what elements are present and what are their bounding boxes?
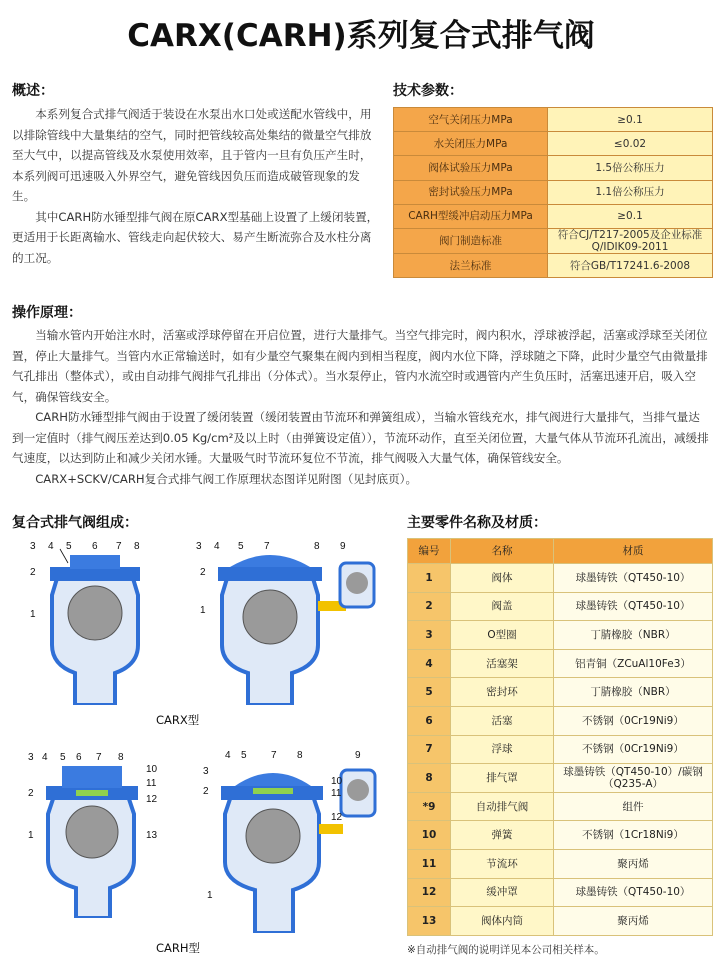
label: 10 [146,764,158,775]
part-name: 节流环 [451,849,554,878]
principle-paragraph: CARX+SCKV/CARH复合式排气阀工作原理状态图详见附图（见封底页）。 [35,471,418,486]
label: 8 [314,541,320,552]
overview-text [12,104,380,268]
label: 8 [118,752,124,763]
part-material: 铝青铜（ZCuAl10Fe3） [554,649,713,678]
tech-param-value: ≤0.02 [548,132,713,156]
overview-paragraph: 本系列复合式排气阀适于装设在水泵出水口处或送配水管线中，用以排除管线中大量集结的空气，同时把管线较高处集结的微量空气排放至大气中，以提高管线及水泵使用效率，且于管内一旦有负压产生时，本系列阀可迅速吸入外界空气，避免管线因负压而造成破管现象的发生。 [12,107,372,203]
parts-row [408,592,713,621]
label: 11 [146,778,157,789]
carh-integral-diagram [20,748,170,918]
parts-row [408,878,713,907]
part-material: 组件 [554,792,713,821]
tech-row [394,132,713,156]
principle-heading: 操作原理： [12,305,82,321]
label: 7 [96,752,102,763]
carx-integral-diagram [20,535,170,705]
part-number: 5 [408,678,451,707]
tech-row [394,180,713,204]
label: 1 [28,830,34,841]
label: 1 [207,890,213,901]
label: 4 [48,541,54,552]
part-number: 10 [408,821,451,850]
label: 2 [203,786,209,797]
parts-header-row [408,539,713,564]
part-name: 阀盖 [451,592,554,621]
part-name: 阀体内筒 [451,907,554,936]
label: 7 [116,541,122,552]
part-material: 丁腈橡胶（NBR） [554,621,713,650]
carx-caption: CARX型 [156,713,200,727]
tech-param-name: CARH型缓冲启动压力MPa [394,204,548,228]
col-header: 材质 [554,539,713,564]
part-name: 缓冲罩 [451,878,554,907]
parts-row [408,678,713,707]
parts-row [408,706,713,735]
part-number: *9 [408,792,451,821]
part-number: 2 [408,592,451,621]
tech-param-name: 阀体试验压力MPa [394,156,548,180]
carx-split-diagram [190,535,390,705]
label: 12 [146,794,158,805]
parts-row [408,907,713,936]
col-header: 编号 [408,539,451,564]
label: 2 [28,788,34,799]
part-name: 浮球 [451,735,554,764]
tech-heading: 技术参数： [393,83,463,99]
label: 5 [241,750,247,761]
tech-row [394,108,713,132]
tech-param-name: 法兰标准 [394,253,548,277]
parts-row [408,792,713,821]
part-name: 阀体 [451,564,554,593]
part-name: 排气罩 [451,764,554,793]
tech-param-value: ≥0.1 [548,204,713,228]
tech-param-name: 阀门制造标准 [394,228,548,253]
principle-paragraph: 当输水管内开始注水时，活塞或浮球停留在开启位置，进行大量排气。当空气排完时，阀内积水，浮球被浮起，活塞或浮球至关闭位置，停止大量排气。当管内水正常输送时，如有少量空气聚集在阀内到相当程度，阀内水位下降，浮球随之下降，此时少量空气由微量排气孔排出（整体式），或由自动排气阀排气孔排出（分体式）。当水泵停止，管内水流空时或遇管内产生负压时，活塞迅速开启，吸入空气，确保管线安全。 [12,328,708,404]
label: 2 [30,567,36,578]
label: 5 [60,752,66,763]
label: 12 [331,812,343,823]
label: 2 [200,567,206,578]
parts-heading: 主要零件名称及材质： [407,515,547,531]
label: 11 [331,788,342,799]
part-material: 不锈钢（1Cr18Ni9） [554,821,713,850]
label: 10 [331,776,343,787]
parts-row [408,821,713,850]
tech-param-value: 1.5倍公称压力 [548,156,713,180]
tech-param-value: 符合CJ/T217-2005及企业标准Q/IDIK09-2011 [548,228,713,253]
part-material: 球墨铸铁（QT450-10）/碳钢（Q235-A） [554,764,713,793]
parts-row [408,735,713,764]
parts-row [408,764,713,793]
part-number: 8 [408,764,451,793]
label: 4 [225,750,231,761]
principle-text [12,325,710,489]
tech-row [394,156,713,180]
col-header: 名称 [451,539,554,564]
part-material: 聚丙烯 [554,907,713,936]
tech-param-name: 水关闭压力MPa [394,132,548,156]
label: 3 [196,541,202,552]
part-name: 弹簧 [451,821,554,850]
tech-row [394,204,713,228]
label: 6 [76,752,82,763]
part-material: 不锈钢（0Cr19Ni9） [554,735,713,764]
label: 4 [42,752,48,763]
label: 3 [203,766,209,777]
label: 8 [297,750,303,761]
part-material: 丁腈橡胶（NBR） [554,678,713,707]
part-number: 12 [408,878,451,907]
tech-param-name: 密封试验压力MPa [394,180,548,204]
label: 3 [28,752,34,763]
label: 9 [340,541,346,552]
parts-row [408,849,713,878]
label: 4 [214,541,220,552]
label: 5 [66,541,72,552]
tech-param-value: 1.1倍公称压力 [548,180,713,204]
part-material: 球墨铸铁（QT450-10） [554,878,713,907]
part-number: 7 [408,735,451,764]
label: 1 [30,609,36,620]
part-material: 球墨铸铁（QT450-10） [554,592,713,621]
part-number: 11 [408,849,451,878]
part-material: 球墨铸铁（QT450-10） [554,564,713,593]
label: 5 [238,541,244,552]
label: 7 [264,541,270,552]
overview-heading: 概述： [12,83,54,99]
tech-row [394,253,713,277]
composition-heading: 复合式排气阀组成： [12,515,138,531]
parts-row [408,649,713,678]
carh-split-diagram [195,748,390,933]
part-name: 自动排气阀 [451,792,554,821]
part-number: 1 [408,564,451,593]
label: 3 [30,541,36,552]
part-material: 不锈钢（0Cr19Ni9） [554,706,713,735]
part-number: 6 [408,706,451,735]
label: 6 [92,541,98,552]
part-number: 3 [408,621,451,650]
part-number: 4 [408,649,451,678]
carh-caption: CARH型 [156,941,201,955]
page-title: CARX(CARH)系列复合式排气阀 [127,18,595,54]
part-material: 聚丙烯 [554,849,713,878]
tech-param-value: 符合GB/T17241.6-2008 [548,253,713,277]
part-name: 活塞架 [451,649,554,678]
parts-row [408,621,713,650]
parts-note: ※自动排气阀的说明详见本公司相关样本。 [407,944,605,956]
label: 13 [146,830,158,841]
tech-param-name: 空气关闭压力MPa [394,108,548,132]
parts-row [408,564,713,593]
overview-paragraph: 其中CARH防水锤型排气阀在原CARX型基础上设置了上缓闭装置，更适用于长距离输水、管线走向起伏较大、易产生断流弥合及水柱分离的工况。 [12,209,379,265]
tech-params-table [393,107,713,278]
part-name: 密封环 [451,678,554,707]
part-name: O型圈 [451,621,554,650]
principle-paragraph: CARH防水锤型排气阀由于设置了缓闭装置（缓闭装置由节流环和弹簧组成），当输水管线充水，排气阀进行大量排气，当排气量达到一定值时（排气阀压差达到0.05 Kg/cm²及以上时（由弹簧设定值）），节流环动作，直至关闭位置，大量气体从节流环孔流出，减缓排气速度，以达到防止和减少关闭水锤。大量吸气时节流环复位不节流，排气阀吸入大量气体，确保管线安全。 [12,410,709,465]
parts-table [407,538,713,936]
label: 1 [200,605,206,616]
label: 7 [271,750,277,761]
part-name: 活塞 [451,706,554,735]
label: 9 [355,750,361,761]
part-number: 13 [408,907,451,936]
tech-param-value: ≥0.1 [548,108,713,132]
label: 8 [134,541,140,552]
tech-row [394,228,713,253]
